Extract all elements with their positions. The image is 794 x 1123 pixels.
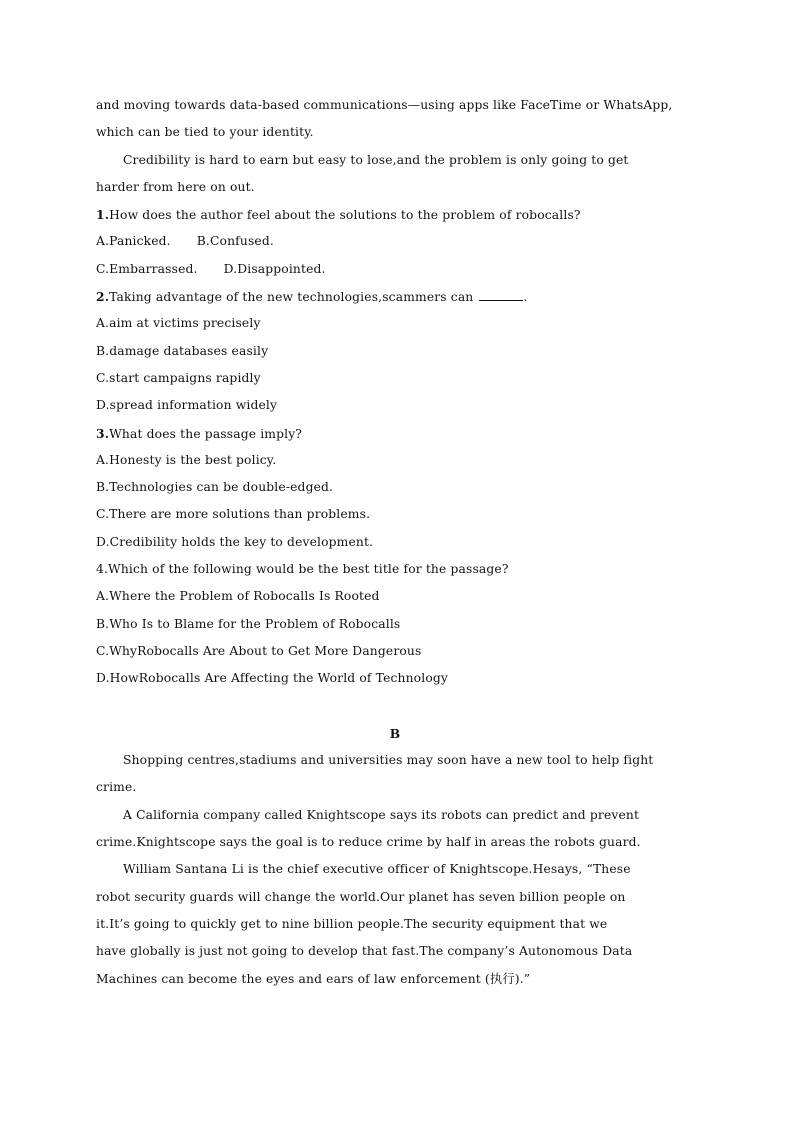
option-c: C.start campaigns rapidly (96, 370, 261, 385)
option-d: D.spread information widely (96, 398, 278, 413)
answer-blank (479, 288, 523, 301)
option-b: B.Confused. (196, 234, 274, 249)
question-1-options-cd (96, 256, 696, 283)
passage-b-line: Shopping centres,stadiums and universities may soon have a new tool to help fight (123, 753, 654, 768)
question-1 (96, 201, 696, 228)
question-3 (96, 420, 696, 447)
section-heading: B (389, 725, 401, 741)
passage-a-line: harder from here on out. (96, 179, 255, 194)
option-a: A.Honesty is the best policy. (96, 452, 277, 467)
option-b: B.damage databases easily (96, 343, 269, 358)
option-d: D.HowRobocalls Are Affecting the World of Technology (96, 671, 448, 686)
passage-b-line: William Santana Li is the chief executive officer of Knightscope.Hesays, “These (123, 862, 631, 877)
passage-b-line: Machines can become the eyes and ears of law enforcement (执行).” (96, 971, 531, 986)
question-number: 2. (96, 289, 110, 305)
option-a: A.Where the Problem of Robocalls Is Rooted (96, 589, 380, 604)
question-text: What does the passage imply? (109, 426, 303, 441)
passage-a-line: which can be tied to your identity. (96, 125, 314, 140)
option-c: C.WhyRobocalls Are About to Get More Dangerous (96, 643, 422, 658)
question-1-options-ab (96, 228, 696, 255)
option-c: C.Embarrassed. (96, 261, 198, 276)
question-2 (96, 283, 696, 310)
passage-a-line: and moving towards data-based communications—using apps like FaceTime or WhatsApp, (96, 98, 673, 112)
option-d: D.Disappointed. (223, 261, 326, 276)
question-end: . (523, 290, 528, 305)
option-a: A.aim at victims precisely (96, 316, 261, 331)
option-b: B.Technologies can be double-edged. (96, 480, 334, 495)
question-number: 1. (96, 207, 110, 223)
question-number: 3. (96, 425, 110, 441)
option-d: D.Credibility holds the key to development. (96, 534, 374, 549)
question-4: 4.Which of the following would be the best title for the passage? (96, 562, 509, 577)
question-text: How does the author feel about the solutions to the problem of robocalls? (109, 208, 581, 223)
passage-b-line: it.It’s going to quickly get to nine billion people.The security equipment that we (96, 916, 608, 931)
question-text: Taking advantage of the new technologies,scammers can (109, 290, 474, 305)
document-body (96, 92, 696, 993)
passage-b-line: crime.Knightscope says the goal is to reduce crime by half in areas the robots guard. (96, 835, 641, 850)
option-c: C.There are more solutions than problems. (96, 507, 371, 522)
passage-a-line: Credibility is hard to earn but easy to lose,and the problem is only going to get (123, 152, 629, 167)
option-a: A.Panicked. (96, 234, 171, 249)
passage-b-line: A California company called Knightscope says its robots can predict and prevent (123, 807, 640, 822)
spacer (96, 693, 696, 720)
passage-b-line: crime. (96, 780, 137, 795)
passage-b-line: robot security guards will change the world.Our planet has seven billion people on (96, 889, 626, 904)
option-b: B.Who Is to Blame for the Problem of Robocalls (96, 616, 401, 631)
passage-b-line: have globally is just not going to develop that fast.The company’s Autonomous Data (96, 944, 633, 959)
